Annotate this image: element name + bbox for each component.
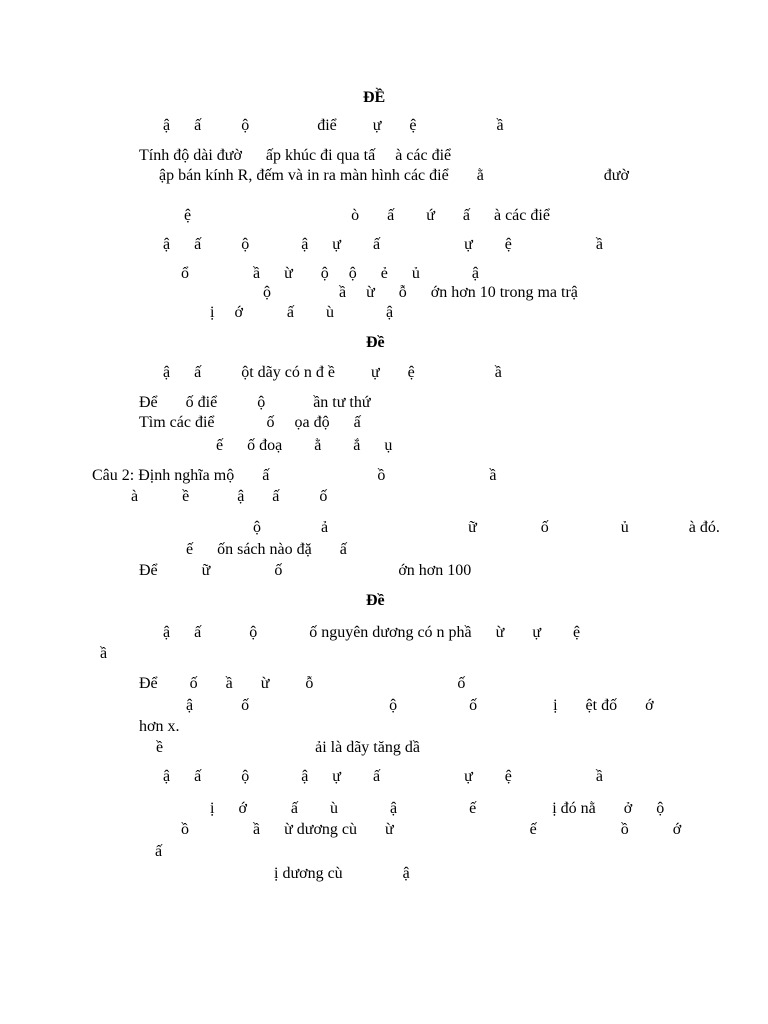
text-line: Tìm các điể ố ọa độ ấ <box>139 414 361 431</box>
text-line: ế ố đoạ ằ ắ ụ <box>216 437 393 454</box>
text-line: ậ ấ ộ điể ự ệ ầ <box>163 117 504 134</box>
section-heading: ĐỀ <box>363 89 386 106</box>
text-line: Để ố điể ộ ần tư thứ <box>139 394 371 411</box>
text-line: ế ốn sách nào đặ ấ <box>186 541 347 558</box>
text-line: ổ ầ ừ ộ ộ ẻ ủ ậ <box>181 265 479 282</box>
text-line: Để ố ầ ừ ỗ ố <box>139 675 466 692</box>
text-line: ị ớ ấ ù ậ ế ị đó nằ ở ộ <box>210 800 665 817</box>
text-line: ề ải là dãy tăng dầ <box>156 739 420 756</box>
text-line: ầ <box>100 645 108 662</box>
text-line: ồ ầ ừ dương cù ừ ế ồ ớ <box>181 821 682 838</box>
text-line: ấ <box>155 843 163 860</box>
text-line: ị dương cù ậ <box>274 865 410 882</box>
text-line: ộ ầ ừ ỗ ớn hơn 10 trong ma trậ <box>263 284 578 301</box>
text-line: ộ ả ữ ố ủ à đó. <box>253 519 720 536</box>
text-line: ập bán kính R, đếm và in ra màn hình các điể ằ đườ <box>159 167 629 184</box>
text-line: hơn x. <box>139 718 180 735</box>
text-line: ậ ấ ộ ậ ự ấ ự ệ ầ <box>163 768 603 785</box>
text-line: ậ ố ộ ố ị ệt đố ớ <box>186 697 654 714</box>
text-line: Để ữ ố ớn hơn 100 <box>139 562 472 579</box>
text-line: ậ ấ ộ ậ ự ấ ự ệ ầ <box>163 236 603 253</box>
text-line: ệ ò ấ ứ ấ à các điể <box>184 207 550 224</box>
section-heading: Đề <box>366 334 385 351</box>
text-line: ậ ấ ộ ố nguyên dương có n phầ ừ ự ệ <box>163 624 581 641</box>
text-line: Câu 2: Định nghĩa mộ ấ ồ ầ <box>92 467 497 484</box>
section-heading: Đề <box>366 592 385 609</box>
text-line: à ề ậ ấ ố <box>131 488 328 505</box>
text-line: ậ ấ ột dãy có n đ ề ự ệ ầ <box>163 364 502 381</box>
text-line: ị ớ ấ ù ậ <box>210 304 394 321</box>
text-line: Tính độ dài đườ ấp khúc đi qua tấ à các điể <box>139 147 452 164</box>
